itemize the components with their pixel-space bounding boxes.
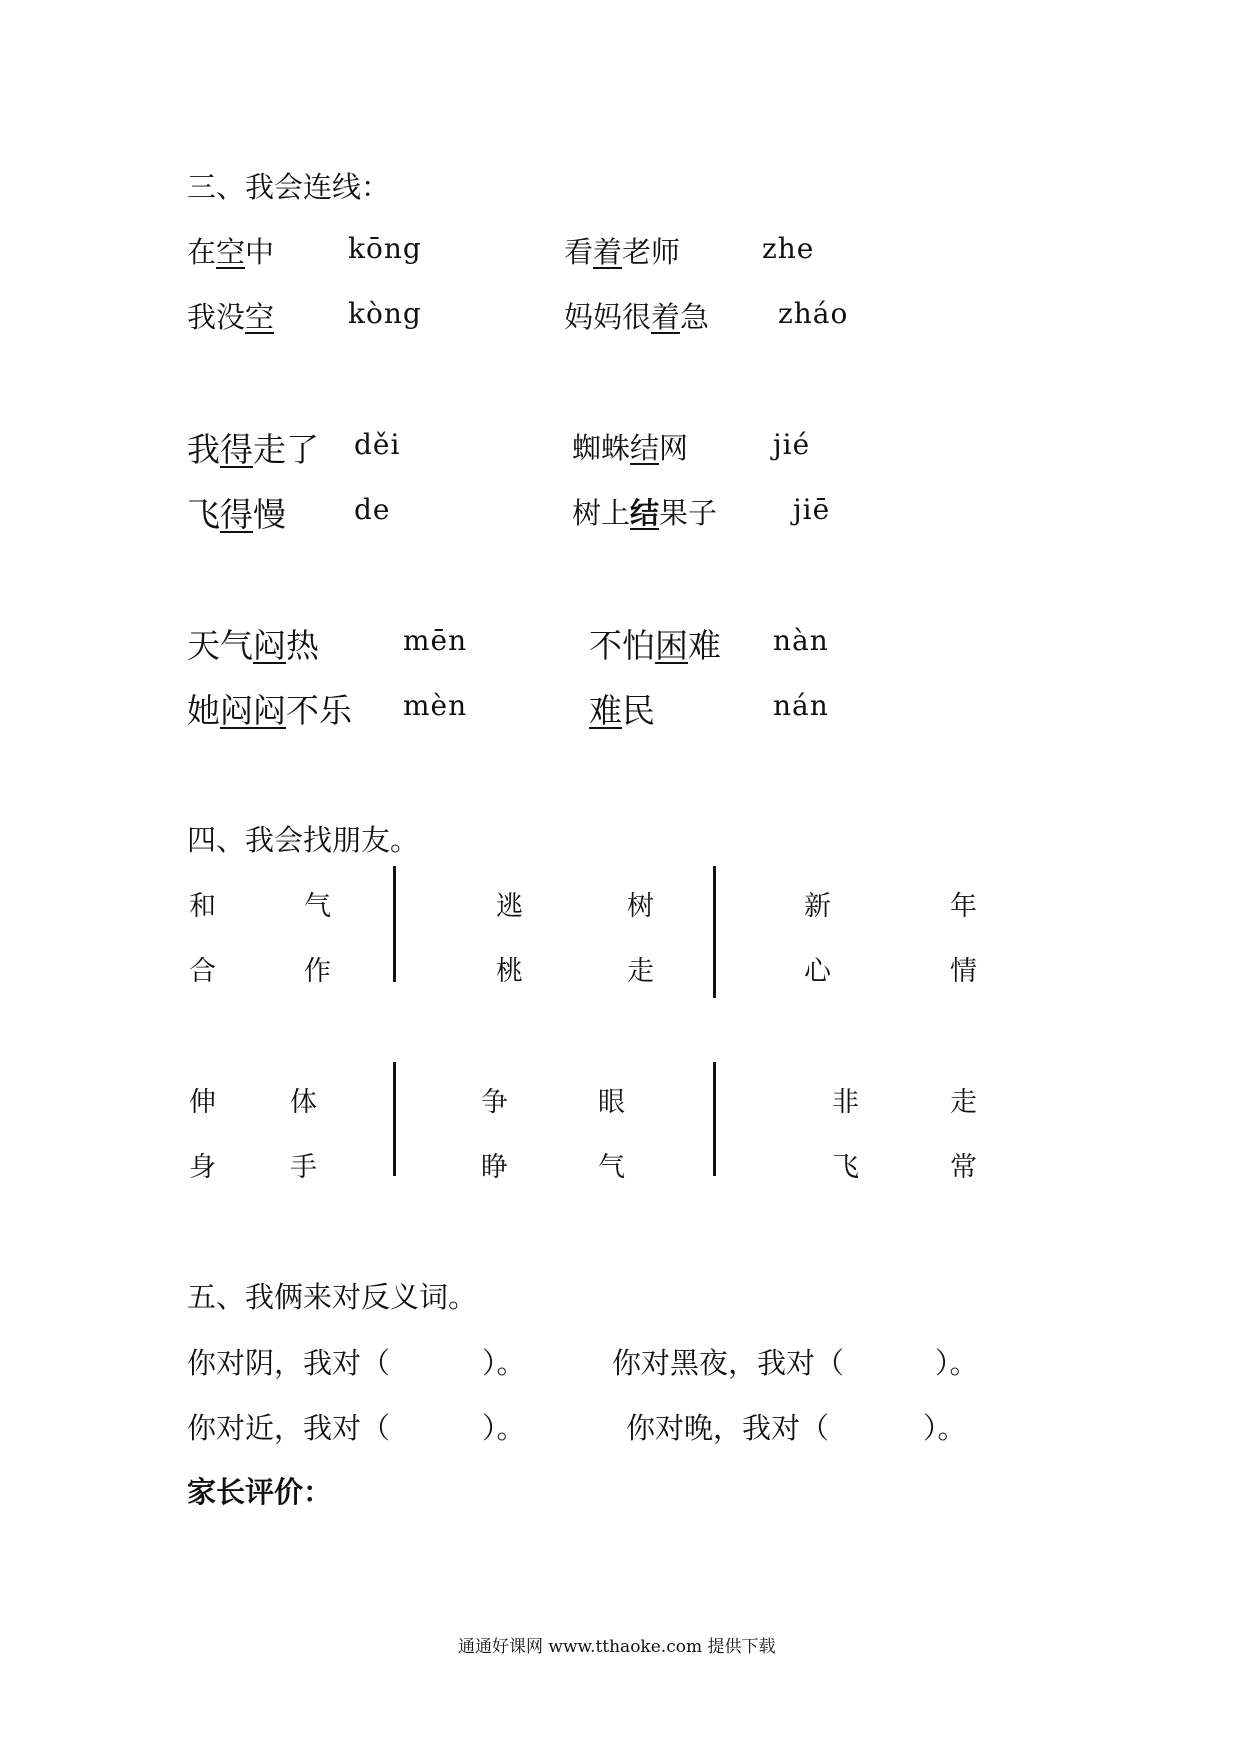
page-footer: 通通好课网 www.tthaoke.com 提供下载 [458, 1637, 776, 1657]
antonym-prompt: 你对近，我对（ [187, 1411, 391, 1445]
grid-char: 气 [598, 1152, 625, 1183]
column-divider [393, 866, 396, 982]
grid-char: 合 [189, 956, 216, 987]
section-3-title: 三、我会连线： [187, 170, 391, 204]
match-word: 我没空 [187, 300, 275, 334]
section-5-title: 五、我俩来对反义词。 [187, 1280, 478, 1314]
antonym-prompt: 你对晚，我对（ [626, 1411, 830, 1445]
column-divider [713, 866, 716, 998]
grid-char: 走 [627, 956, 654, 987]
grid-char: 气 [304, 891, 331, 922]
grid-char: 年 [950, 891, 977, 922]
antonym-blank-close: ）。 [482, 1346, 526, 1380]
match-word: 她闷闷不乐 [187, 691, 352, 730]
pinyin: zhe [762, 232, 815, 265]
match-word: 我得走了 [187, 430, 319, 469]
pinyin: nàn [773, 624, 829, 657]
grid-char: 桃 [496, 956, 523, 987]
antonym-blank-close: ）。 [923, 1411, 967, 1445]
grid-char: 眼 [598, 1087, 625, 1118]
match-word: 妈妈很着急 [564, 300, 710, 334]
grid-char: 和 [189, 891, 216, 922]
pinyin: kòng [348, 297, 422, 330]
grid-char: 走 [950, 1087, 977, 1118]
grid-char: 情 [950, 956, 977, 987]
grid-char: 体 [290, 1087, 317, 1118]
grid-char: 身 [189, 1152, 216, 1183]
match-word: 不怕困难 [589, 626, 721, 665]
grid-char: 争 [481, 1087, 508, 1118]
pinyin: nán [773, 689, 829, 722]
pinyin: kōng [348, 232, 422, 265]
grid-char: 常 [950, 1152, 977, 1183]
antonym-blank-close: ）。 [935, 1346, 979, 1380]
pinyin: děi [354, 428, 401, 461]
grid-char: 作 [304, 956, 331, 987]
grid-char: 手 [290, 1152, 317, 1183]
grid-char: 伸 [189, 1087, 216, 1118]
pinyin: mēn [403, 624, 468, 657]
grid-char: 新 [804, 891, 831, 922]
pinyin: mèn [403, 689, 468, 722]
column-divider [713, 1062, 716, 1176]
antonym-prompt: 你对黑夜，我对（ [612, 1346, 845, 1380]
antonym-blank-close: ）。 [482, 1411, 526, 1445]
match-word: 难民 [589, 691, 655, 730]
pinyin: de [354, 493, 391, 526]
antonym-prompt: 你对阴，我对（ [187, 1346, 391, 1380]
grid-char: 非 [832, 1087, 859, 1118]
pinyin: jiē [793, 493, 831, 526]
pinyin: zháo [778, 297, 849, 330]
grid-char: 逃 [496, 891, 523, 922]
section-4-title: 四、我会找朋友。 [187, 823, 420, 857]
match-word: 树上结果子 [572, 496, 718, 530]
match-word: 看着老师 [564, 235, 681, 269]
match-word: 在空中 [187, 235, 275, 269]
grid-char: 睁 [481, 1152, 508, 1183]
column-divider [393, 1062, 396, 1176]
match-word: 蜘蛛结网 [572, 431, 689, 465]
match-word: 飞得慢 [187, 495, 286, 534]
grid-char: 树 [627, 891, 654, 922]
match-word: 天气闷热 [187, 626, 319, 665]
grid-char: 心 [804, 956, 831, 987]
pinyin: jié [773, 428, 811, 461]
parent-evaluation-label: 家长评价： [187, 1475, 333, 1509]
grid-char: 飞 [832, 1152, 859, 1183]
